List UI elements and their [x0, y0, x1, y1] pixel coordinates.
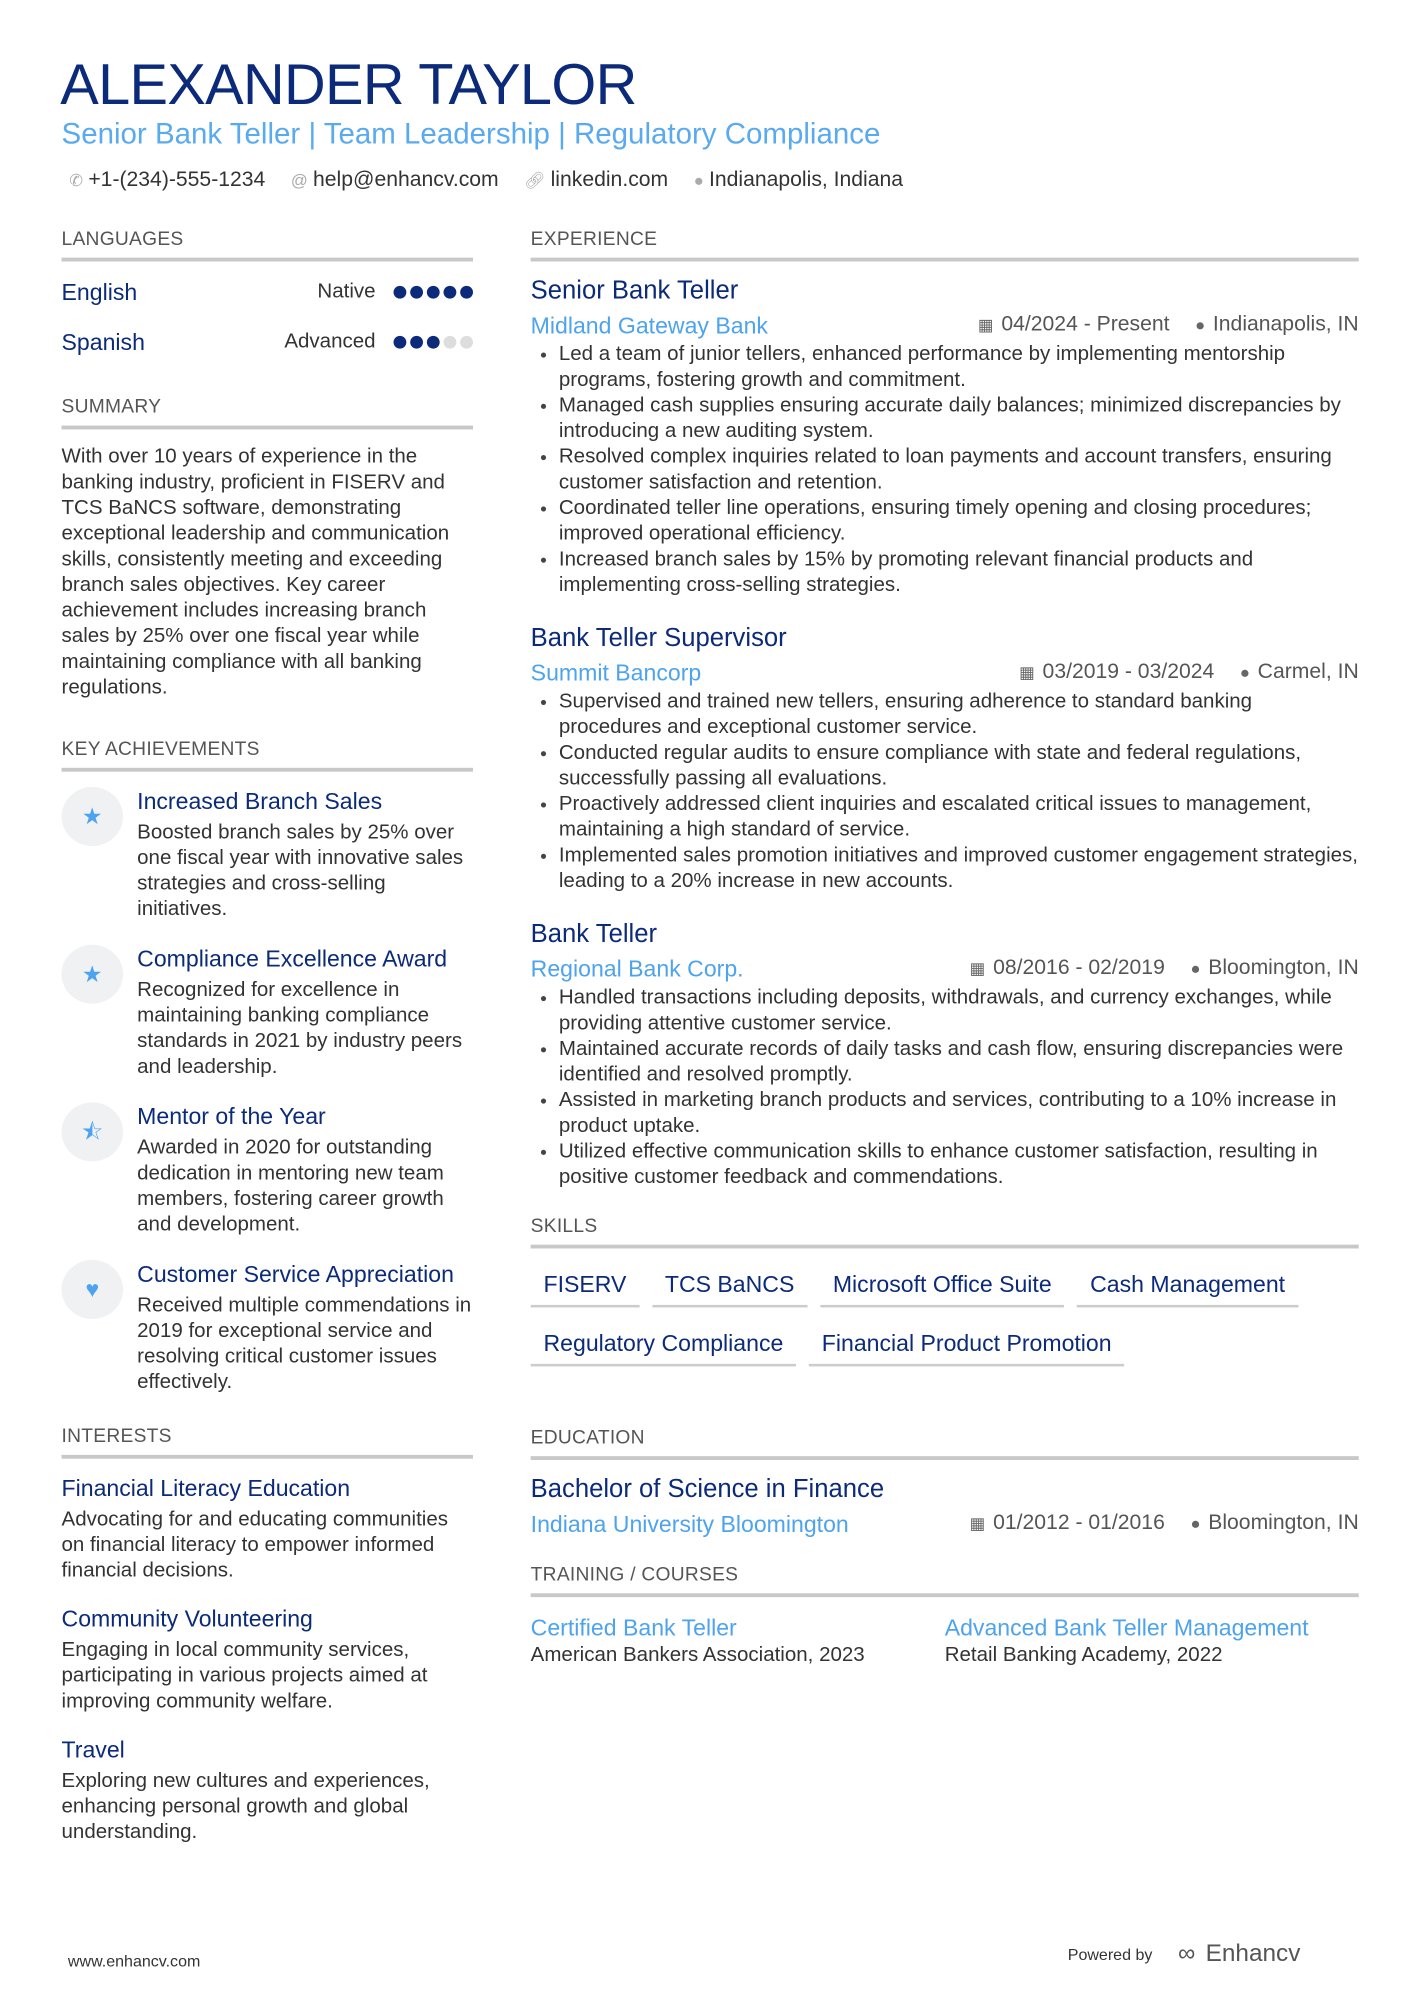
job-bullet: Handled transactions including deposits, withdrawals, and currency exchanges, while providing attentive customer service.	[541, 986, 1359, 1037]
proficiency-dots	[394, 285, 473, 298]
skill-tag: Financial Product Promotion	[809, 1325, 1124, 1366]
job-bullet: Supervised and trained new tellers, ensuring adherence to standard banking procedures and exceptional customer service.	[541, 690, 1359, 741]
proficiency-dots	[394, 335, 473, 348]
training-title: Certified Bank Teller	[530, 1615, 737, 1641]
location-text: Indianapolis, IN	[1212, 312, 1359, 336]
skill-tag: FISERV	[531, 1266, 640, 1307]
left-column	[62, 227, 473, 1866]
skills-list	[531, 1266, 1359, 1384]
job-bullet: Resolved complex inquiries related to loan payments and account transfers, ensuring customer satisfaction and retention.	[541, 445, 1359, 496]
job-item	[531, 918, 1359, 1191]
location-text: Bloomington, IN	[1208, 956, 1359, 980]
proficiency-dot	[394, 285, 407, 298]
job-bullet: Maintained accurate records of daily tasks and cash flow, ensuring discrepancies were identified and resolved promptly.	[541, 1037, 1359, 1088]
skill-tag: Cash Management	[1077, 1266, 1298, 1307]
footer-branding	[1068, 1942, 1301, 1968]
achievement-item	[62, 1102, 473, 1238]
job-bullet: Coordinated teller line operations, ensuring timely opening and closing procedures; improved operational efficiency.	[541, 496, 1359, 547]
job-meta-row	[531, 659, 1359, 686]
proficiency-dot	[410, 335, 423, 348]
star-icon: ★	[62, 945, 124, 1004]
footer-website[interactable]: www.enhancv.com	[67, 1952, 201, 1971]
job-meta-row	[531, 955, 1359, 982]
phone-icon: ✆	[69, 170, 84, 190]
achievement-item	[62, 1260, 473, 1396]
achievement-description: Received multiple commendations in 2019 for exceptional service and resolving critical customer issues effectively.	[137, 1294, 472, 1394]
calendar-icon: ▦	[969, 1513, 986, 1534]
section-header-skills: SKILLS	[531, 1214, 1359, 1249]
location-icon: ●	[1190, 958, 1201, 979]
job-bullet: Managed cash supplies ensuring accurate daily balances; minimized discrepancies by introducing a new auditing system.	[541, 394, 1359, 445]
summary-text: With over 10 years of experience in the banking industry, proficient in FISERV and TCS BaNCS software, demonstrating exceptional leadership and communication skills, consistently meeting and exceeding branch sales objectives. Key career achievement includes increasing branch sales by 25% over one fiscal year while maintaining compliance with all banking regulations.	[61, 446, 450, 699]
section-header-training: TRAINING / COURSES	[531, 1563, 1359, 1598]
section-header-summary: SUMMARY	[62, 395, 473, 430]
interest-description: Advocating for and educating communities on financial literacy to empower informed financial decisions.	[61, 1508, 449, 1582]
languages-list	[62, 267, 473, 367]
achievement-body	[137, 787, 473, 923]
skill-tag: Microsoft Office Suite	[820, 1266, 1064, 1307]
job-bullet: Increased branch sales by 15% by promoting relevant financial products and implementing cross-selling strategies.	[541, 547, 1359, 598]
job-item	[531, 274, 1359, 598]
training-title: Advanced Bank Teller Management	[944, 1615, 1309, 1641]
job-bullets	[541, 690, 1359, 895]
job-bullet: Assisted in marketing branch products and services, contributing to a 10% increase in product uptake.	[541, 1088, 1359, 1139]
achievement-item	[62, 787, 473, 923]
interest-item	[62, 1605, 473, 1715]
enhancv-logo	[1178, 1942, 1300, 1968]
language-name: Spanish	[61, 328, 145, 355]
contact-info	[69, 167, 903, 194]
job-bullet: Utilized effective communication skills to enhance customer satisfaction, resulting in positive customer feedback and commendations.	[541, 1140, 1359, 1191]
proficiency-dot	[394, 335, 407, 348]
job-dates	[1019, 659, 1214, 686]
achievement-title: Mentor of the Year	[137, 1103, 326, 1130]
link-icon: 🔗︎	[524, 170, 546, 190]
section-header-interests: INTERESTS	[62, 1424, 473, 1459]
job-bullets	[541, 986, 1359, 1191]
proficiency-dot	[460, 285, 473, 298]
training-item	[531, 1613, 945, 1669]
achievement-item	[62, 945, 473, 1081]
interest-item	[62, 1736, 473, 1846]
job-dates	[978, 311, 1170, 338]
location-icon: ●	[1239, 662, 1250, 682]
job-bullet: Implemented sales promotion initiatives and improved customer engagement strategies, leading to a 20% increase in new accounts.	[541, 843, 1359, 894]
job-meta-row	[531, 311, 1359, 338]
section-header-achievements: KEY ACHIEVEMENTS	[62, 737, 473, 772]
calendar-icon: ▦	[969, 958, 986, 979]
enhancv-brand: Enhancv	[1205, 1940, 1301, 1968]
phone: +1-(234)-555-1234	[88, 167, 266, 191]
interests-list	[62, 1474, 473, 1846]
education-location: Bloomington, IN	[1208, 1511, 1359, 1535]
achievements-list	[62, 787, 473, 1396]
achievement-body	[137, 945, 473, 1081]
calendar-icon: ▦	[1019, 662, 1035, 682]
company-name[interactable]: Regional Bank Corp.	[530, 955, 744, 982]
training-item	[945, 1613, 1359, 1669]
training-org: American Bankers Association, 2023	[530, 1644, 865, 1667]
job-bullet: Led a team of junior tellers, enhanced performance by implementing mentorship programs, fostering growth and commitment.	[541, 342, 1359, 393]
proficiency-dot	[444, 335, 457, 348]
achievement-title: Compliance Excellence Award	[137, 945, 448, 972]
proficiency-dot	[410, 285, 423, 298]
job-title: Bank Teller	[530, 920, 658, 949]
school: Indiana University Bloomington	[530, 1510, 849, 1537]
heart-icon: ♥	[62, 1260, 124, 1319]
location-icon: ●	[1195, 315, 1206, 335]
job-location	[1195, 311, 1359, 338]
achievement-description: Recognized for excellence in maintaining banking compliance standards in 2021 by industry peers and leadership.	[137, 979, 463, 1079]
enhancv-logo-icon: ∞	[1178, 1940, 1196, 1968]
section-header-languages: LANGUAGES	[62, 227, 473, 262]
dates-text: 08/2016 - 02/2019	[993, 956, 1165, 980]
proficiency-dot	[460, 335, 473, 348]
star-icon: ★	[62, 787, 124, 846]
achievement-body	[137, 1102, 473, 1238]
language-item	[62, 317, 473, 367]
proficiency-dot	[427, 335, 440, 348]
company-name[interactable]: Summit Bancorp	[530, 659, 702, 686]
calendar-icon: ▦	[977, 315, 994, 335]
job-location	[1190, 955, 1358, 982]
job-bullet: Proactively addressed client inquiries and escalated critical issues to management, maintaining a high standard of service.	[541, 792, 1359, 843]
degree: Bachelor of Science in Finance	[530, 1475, 885, 1504]
education-dates: 01/2012 - 01/2016	[993, 1511, 1165, 1535]
job-bullets	[541, 342, 1359, 598]
interest-item	[62, 1474, 473, 1584]
linkedin-link[interactable]: linkedin.com	[550, 167, 669, 191]
achievement-description: Boosted branch sales by 25% over one fiscal year with innovative sales strategies and cross-selling initiatives.	[137, 821, 464, 921]
language-level: Native	[317, 280, 376, 302]
section-header-experience: EXPERIENCE	[531, 227, 1359, 262]
skill-tag: TCS BaNCS	[652, 1266, 807, 1307]
interest-description: Engaging in local community services, participating in various projects aimed at improving community welfare.	[61, 1639, 428, 1713]
location-text: Carmel, IN	[1257, 660, 1359, 684]
achievement-body	[137, 1260, 473, 1396]
achievement-title: Customer Service Appreciation	[137, 1261, 454, 1287]
company-name[interactable]: Midland Gateway Bank	[530, 312, 768, 338]
language-item	[62, 267, 473, 317]
job-item	[531, 622, 1359, 895]
language-name: English	[61, 278, 138, 305]
dates-text: 04/2024 - Present	[1001, 312, 1170, 336]
job-dates	[970, 955, 1165, 982]
location: Indianapolis, Indiana	[709, 167, 904, 191]
right-column	[531, 227, 1359, 1669]
section-header-education: EDUCATION	[531, 1425, 1359, 1460]
job-title: Bank Teller Supervisor	[530, 624, 787, 653]
training-org: Retail Banking Academy, 2022	[944, 1644, 1223, 1667]
half-star-icon: ⯪	[62, 1102, 124, 1161]
experience-list	[531, 274, 1359, 1191]
location-icon: ●	[1190, 1513, 1201, 1534]
interest-title: Travel	[61, 1736, 125, 1763]
interest-description: Exploring new cultures and experiences, enhancing personal growth and global understanding.	[61, 1770, 430, 1844]
interest-title: Community Volunteering	[61, 1606, 313, 1632]
achievement-title: Increased Branch Sales	[137, 788, 383, 814]
email-link[interactable]: help@enhancv.com	[312, 167, 499, 191]
location-icon: ●	[693, 170, 704, 190]
job-bullet: Conducted regular audits to ensure compliance with state and federal regulations, successfully passing all evaluations.	[541, 741, 1359, 792]
candidate-headline: Senior Bank Teller | Team Leadership | Regulatory Compliance	[61, 116, 881, 150]
proficiency-dot	[427, 285, 440, 298]
dates-text: 03/2019 - 03/2024	[1042, 660, 1215, 684]
skill-tag: Regulatory Compliance	[531, 1325, 796, 1366]
job-location	[1240, 659, 1359, 686]
education-item	[531, 1473, 1359, 1537]
candidate-name: ALEXANDER TAYLOR	[60, 51, 637, 117]
proficiency-dot	[444, 285, 457, 298]
job-title: Senior Bank Teller	[530, 276, 739, 306]
training-list	[531, 1613, 1359, 1669]
language-level: Advanced	[284, 330, 376, 352]
at-icon: @	[290, 170, 308, 190]
interest-title: Financial Literacy Education	[61, 1475, 351, 1502]
powered-by-label: Powered by	[1067, 1945, 1153, 1964]
achievement-description: Awarded in 2020 for outstanding dedication in mentoring new team members, fostering career growth and development.	[137, 1136, 444, 1236]
